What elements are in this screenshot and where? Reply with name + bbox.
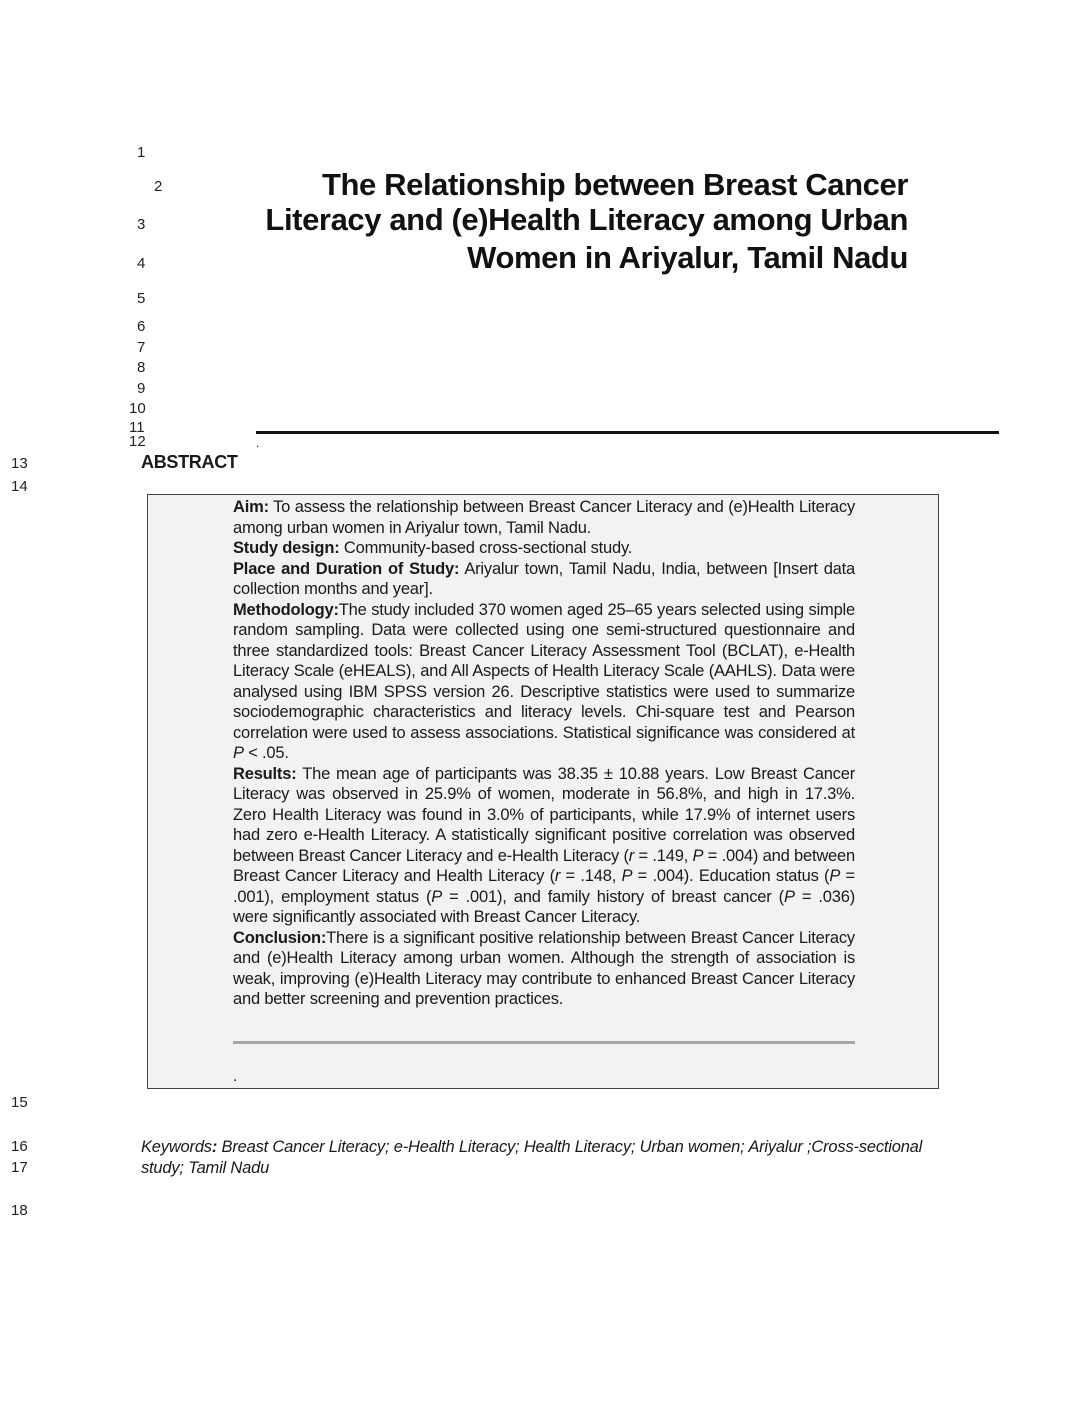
line-number: 4 xyxy=(137,255,146,272)
methodology-text: The study included 370 women aged 25–65 years selected using simple random sampling. Data were collected using one semi-structured questionnaire and three standardized tools: Breast Cancer Literacy Assessment Tool (BCLAT), e-Health Literacy Scale (eHEALS), and All Aspects of Health Literacy Scale (AAHLS). Data were analysed using IBM SPSS version 26. Descriptive statistics were used to summarize sociodemographic characteristics and literacy levels. Chi-square test and Pearson correlation were used to assess associations. Statistical significance was considered at xyxy=(233,600,855,742)
paper-title-line: Women in Ariyalur, Tamil Nadu xyxy=(467,240,908,275)
methodology-end: < .05. xyxy=(243,744,289,762)
keywords xyxy=(141,1137,951,1179)
line-number: 6 xyxy=(137,318,146,335)
abstract-aim xyxy=(233,497,855,538)
line-number: 7 xyxy=(137,339,146,356)
abstract-place xyxy=(233,559,855,600)
results-text: = .004) and between Breast Cancer Literacy and Health Literacy ( xyxy=(233,846,855,885)
place-label: Place and Duration of Study: xyxy=(233,559,460,578)
line-number: 2 xyxy=(154,178,163,195)
p-symbol: P xyxy=(829,867,841,885)
keywords-text: Breast Cancer Literacy; e-Health Literacy; Health Literacy; Urban women; Ariyalur ;Cross-sectional study; Tamil Nadu xyxy=(141,1138,923,1177)
abstract-design xyxy=(233,538,855,559)
line-number: 8 xyxy=(137,359,146,376)
abstract-body xyxy=(233,497,855,1010)
title-rule xyxy=(256,431,999,434)
results-text: = .036) were significantly associated with Breast Cancer Literacy. xyxy=(233,887,855,926)
line-number: 12 xyxy=(129,433,146,450)
results-text: The mean age of participants was 38.35 ± 10.88 years. Low Breast Cancer Literacy was observed in 25.9% of women, moderate in 56.8%, and high in 17.3%. Zero Health Literacy was found in 3.0% of participants, while 17.9% of internet users had zero e-Health Literacy. A statistically significant positive correlation was observed between Breast Cancer Literacy and e-Health Literacy ( xyxy=(233,764,855,865)
line-number: 17 xyxy=(11,1159,28,1176)
keywords-label: Keywords xyxy=(141,1138,212,1156)
line-number: 14 xyxy=(11,478,28,495)
results-text: = .001), and family history of breast cancer ( xyxy=(442,887,784,906)
p-symbol: P xyxy=(783,887,795,906)
design-label: Study design: xyxy=(233,539,340,557)
conclusion-text: There is a significant positive relationship between Breast Cancer Literacy and (e)Health Literacy among urban women. Although the strength of association is weak, improving (e)Health Literacy may contribute to enhanced Breast Cancer Literacy and better screening and prevention practices. xyxy=(233,928,855,1008)
abstract-heading: ABSTRACT xyxy=(141,452,238,472)
abstract-separator xyxy=(233,1041,855,1044)
line-number: 18 xyxy=(11,1202,28,1219)
abstract-results xyxy=(233,764,855,928)
line-number: 9 xyxy=(137,380,146,397)
r-symbol: r xyxy=(628,846,635,865)
p-symbol: P xyxy=(431,887,443,906)
line-number: 3 xyxy=(137,216,146,233)
abstract-conclusion xyxy=(233,928,855,1010)
p-symbol: P xyxy=(692,846,704,865)
paper-title-line: The Relationship between Breast Cancer xyxy=(321,167,908,202)
p-symbol: P xyxy=(621,867,633,885)
p-symbol: P xyxy=(233,744,244,762)
abstract-methodology xyxy=(233,600,855,764)
line-number: 10 xyxy=(129,400,146,417)
r-symbol: r xyxy=(554,867,561,885)
conclusion-label: Conclusion: xyxy=(233,928,327,947)
methodology-label: Methodology: xyxy=(233,600,339,619)
line-number: 1 xyxy=(137,144,146,161)
place-text: Ariyalur town, Tamil Nadu, India, between [Insert data collection months and year]. xyxy=(233,559,856,598)
results-label: Results: xyxy=(233,764,297,783)
results-text: = .001), employment status ( xyxy=(233,867,855,906)
keywords-colon: : xyxy=(211,1138,218,1156)
line-number: 11 xyxy=(129,419,145,436)
results-text: = .004). Education status ( xyxy=(632,867,830,885)
abstract-end-mark: . xyxy=(233,1068,238,1085)
aim-label: Aim: xyxy=(233,498,269,516)
line-number: 16 xyxy=(11,1138,28,1155)
line-number: 15 xyxy=(11,1094,28,1111)
rule-mark: . xyxy=(256,436,260,450)
line-number: 13 xyxy=(11,455,28,472)
aim-text: To assess the relationship between Breast Cancer Literacy and (e)Health Literacy among urban women in Ariyalur town, Tamil Nadu. xyxy=(233,498,855,537)
paper-title-line: Literacy and (e)Health Literacy among Urban xyxy=(265,202,908,237)
results-text: = .149, xyxy=(634,846,693,865)
line-number: 5 xyxy=(137,290,146,307)
results-text: = .148, xyxy=(560,867,622,885)
design-text: Community-based cross-sectional study. xyxy=(339,539,633,557)
